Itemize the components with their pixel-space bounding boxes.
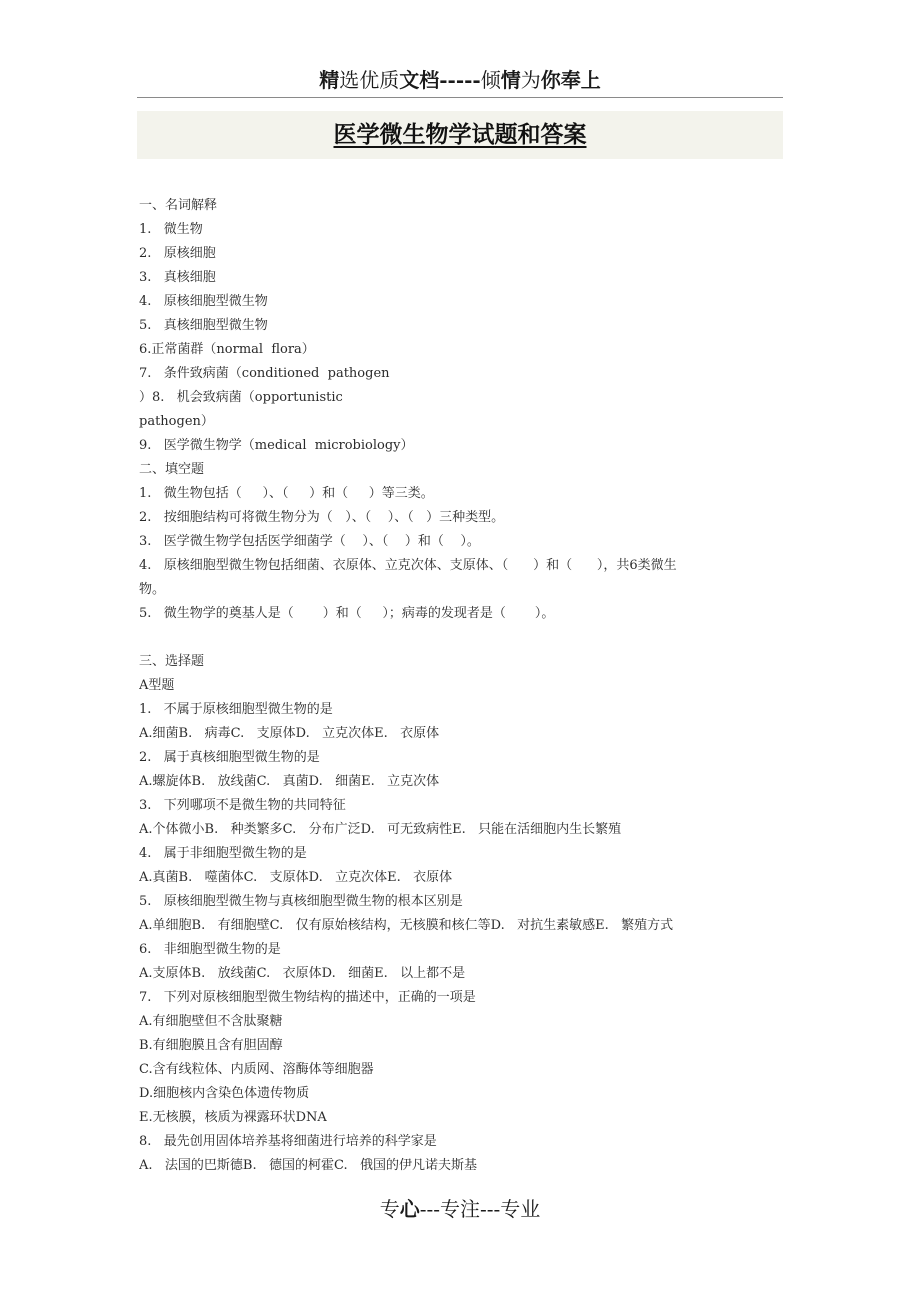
text-line: A.螺旋体B. 放线菌C. 真菌D. 细菌E. 立克次体: [139, 774, 440, 789]
page-footer: [0, 1193, 920, 1225]
text-line: 4. 原核细胞型微生物包括细菌、衣原体、立克次体、支原体、（ ）和（ ），共6类微生: [139, 558, 677, 573]
text-line: 5. 真核细胞型微生物: [139, 318, 268, 333]
text-line: 6. 非细胞型微生物的是: [139, 942, 281, 957]
footer-text-2: 心: [399, 1197, 420, 1221]
text-line: A.细菌B. 病毒C. 支原体D. 立克次体E. 衣原体: [139, 726, 440, 741]
text-line: pathogen）: [139, 414, 214, 429]
text-line: A型题: [139, 678, 175, 693]
text-line: 3. 医学微生物学包括医学细菌学（ ）、（ ）和（ ）。: [139, 534, 480, 549]
text-line: 4. 属于非细胞型微生物的是: [139, 846, 307, 861]
header-text-3: 文档-----: [399, 68, 481, 92]
footer-text-4: 专业: [500, 1197, 541, 1221]
header-text-4: 倾: [480, 68, 501, 92]
document-title: 医学微生物学试题和答案: [333, 121, 587, 148]
text-line: 2. 按细胞结构可将微生物分为（ ）、（ ）、（ ）三种类型。: [139, 510, 505, 525]
text-line: 5. 微生物学的奠基人是（ ）和（ ）；病毒的发现者是（ ）。: [139, 606, 555, 621]
text-line: 二、填空题: [139, 462, 205, 477]
text-line: 3. 真核细胞: [139, 270, 216, 285]
header-text-6: 为: [520, 68, 541, 92]
text-line: A.支原体B. 放线菌C. 衣原体D. 细菌E. 以上都不是: [139, 966, 466, 981]
text-line: 8. 最先创用固体培养基将细菌进行培养的科学家是: [139, 1134, 437, 1149]
text-line: 4. 原核细胞型微生物: [139, 294, 268, 309]
text-line: 9. 医学微生物学（medical microbiology）: [139, 438, 414, 453]
header-text-1: 精: [319, 68, 340, 92]
text-line: 3. 下列哪项不是微生物的共同特征: [139, 798, 346, 813]
header-text-5: 情: [500, 68, 521, 92]
text-line: 1. 微生物: [139, 222, 203, 237]
text-line: 7. 下列对原核细胞型微生物结构的描述中，正确的一项是: [139, 990, 476, 1005]
text-line: A.单细胞B. 有细胞壁C. 仅有原始核结构，无核膜和核仁等D. 对抗生素敏感E. 繁殖方式: [139, 918, 674, 933]
text-line: B.有细胞膜且含有胆固醇: [139, 1038, 283, 1053]
text-line: ）8. 机会致病菌（opportunistic: [139, 390, 343, 405]
footer-text-1: 专: [379, 1197, 400, 1221]
text-line: 三、选择题: [139, 654, 205, 669]
text-line: 一、名词解释: [139, 198, 218, 213]
header-text-2: 选优质: [339, 68, 400, 92]
text-line: C.含有线粒体、内质网、溶酶体等细胞器: [139, 1062, 374, 1077]
header-text-7: 你奉上: [540, 68, 601, 92]
blank-line: [139, 626, 789, 650]
text-line: 1. 微生物包括（ ）、（ ）和（ ）等三类。: [139, 486, 434, 501]
text-line: 物。: [139, 582, 166, 597]
text-line: E.无核膜，核质为裸露环状DNA: [139, 1110, 327, 1125]
text-line: 2. 原核细胞: [139, 246, 216, 261]
text-line: 6.正常菌群（normal flora）: [139, 342, 315, 357]
text-line: A.真菌B. 噬菌体C. 支原体D. 立克次体E. 衣原体: [139, 870, 453, 885]
text-line: 2. 属于真核细胞型微生物的是: [139, 750, 320, 765]
title-band: [137, 111, 783, 159]
text-line: A.有细胞壁但不含肽聚糖: [139, 1014, 283, 1029]
text-line: 5. 原核细胞型微生物与真核细胞型微生物的根本区别是: [139, 894, 463, 909]
footer-text-3: ---专注---: [419, 1197, 501, 1221]
text-line: 7. 条件致病菌（conditioned pathogen: [139, 366, 390, 381]
text-line: D.细胞核内含染色体遗传物质: [139, 1086, 310, 1101]
document-body: [139, 194, 789, 1178]
text-line: A. 法国的巴斯德B. 德国的柯霍C. 俄国的伊凡诺夫斯基: [139, 1158, 478, 1173]
page-header: [137, 64, 783, 98]
text-line: 1. 不属于原核细胞型微生物的是: [139, 702, 333, 717]
text-line: A.个体微小B. 种类繁多C. 分布广泛D. 可无致病性E. 只能在活细胞内生长繁殖: [139, 822, 622, 837]
